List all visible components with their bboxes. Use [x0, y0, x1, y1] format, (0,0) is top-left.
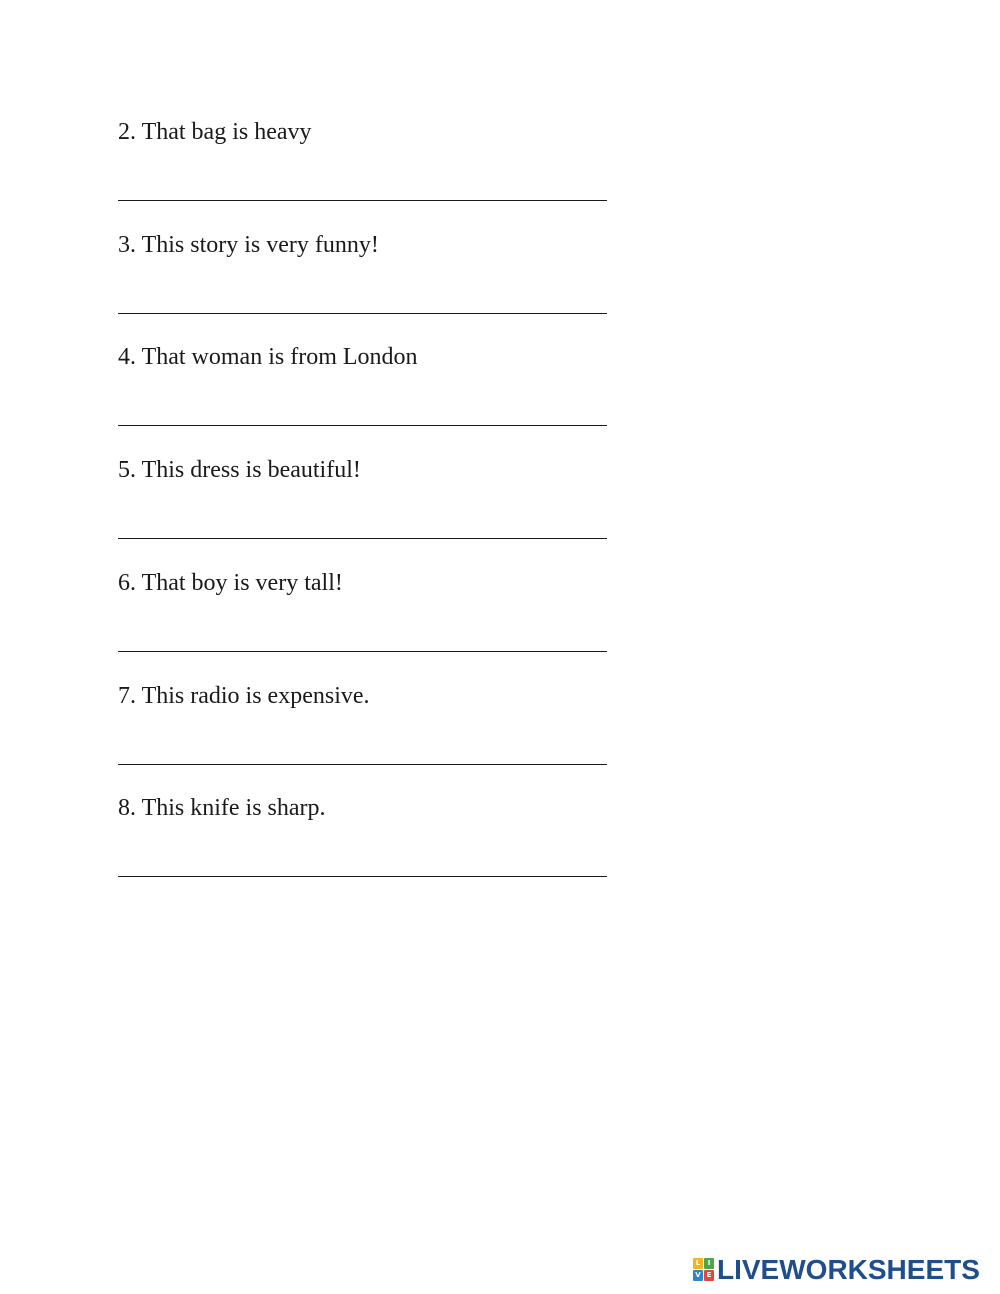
answer-line[interactable]	[118, 200, 607, 201]
exercise-prompt: 6. That boy is very tall!	[118, 570, 343, 596]
brand-wordmark: LIVEWORKSHEETS	[717, 1254, 980, 1285]
answer-line[interactable]	[118, 764, 607, 765]
liveworksheets-brand	[693, 1256, 980, 1284]
exercise-prompt: 7. This radio is expensive.	[118, 683, 370, 709]
logo-tile-l: L	[693, 1258, 703, 1269]
exercise-prompt: 3. This story is very funny!	[118, 232, 379, 258]
exercise-prompt: 8. This knife is sharp.	[118, 795, 326, 821]
logo-tile-e: E	[704, 1270, 714, 1281]
answer-line[interactable]	[118, 651, 607, 652]
answer-line[interactable]	[118, 538, 607, 539]
logo-tile-i: I	[704, 1258, 714, 1269]
liveworksheets-logo-icon	[693, 1258, 715, 1282]
exercise-prompt: 4. That woman is from London	[118, 344, 418, 370]
answer-line[interactable]	[118, 876, 607, 877]
answer-line[interactable]	[118, 313, 607, 314]
answer-line[interactable]	[118, 425, 607, 426]
exercise-prompt: 2. That bag is heavy	[118, 119, 312, 145]
exercise-prompt: 5. This dress is beautiful!	[118, 457, 361, 483]
logo-tile-v: V	[693, 1270, 703, 1281]
